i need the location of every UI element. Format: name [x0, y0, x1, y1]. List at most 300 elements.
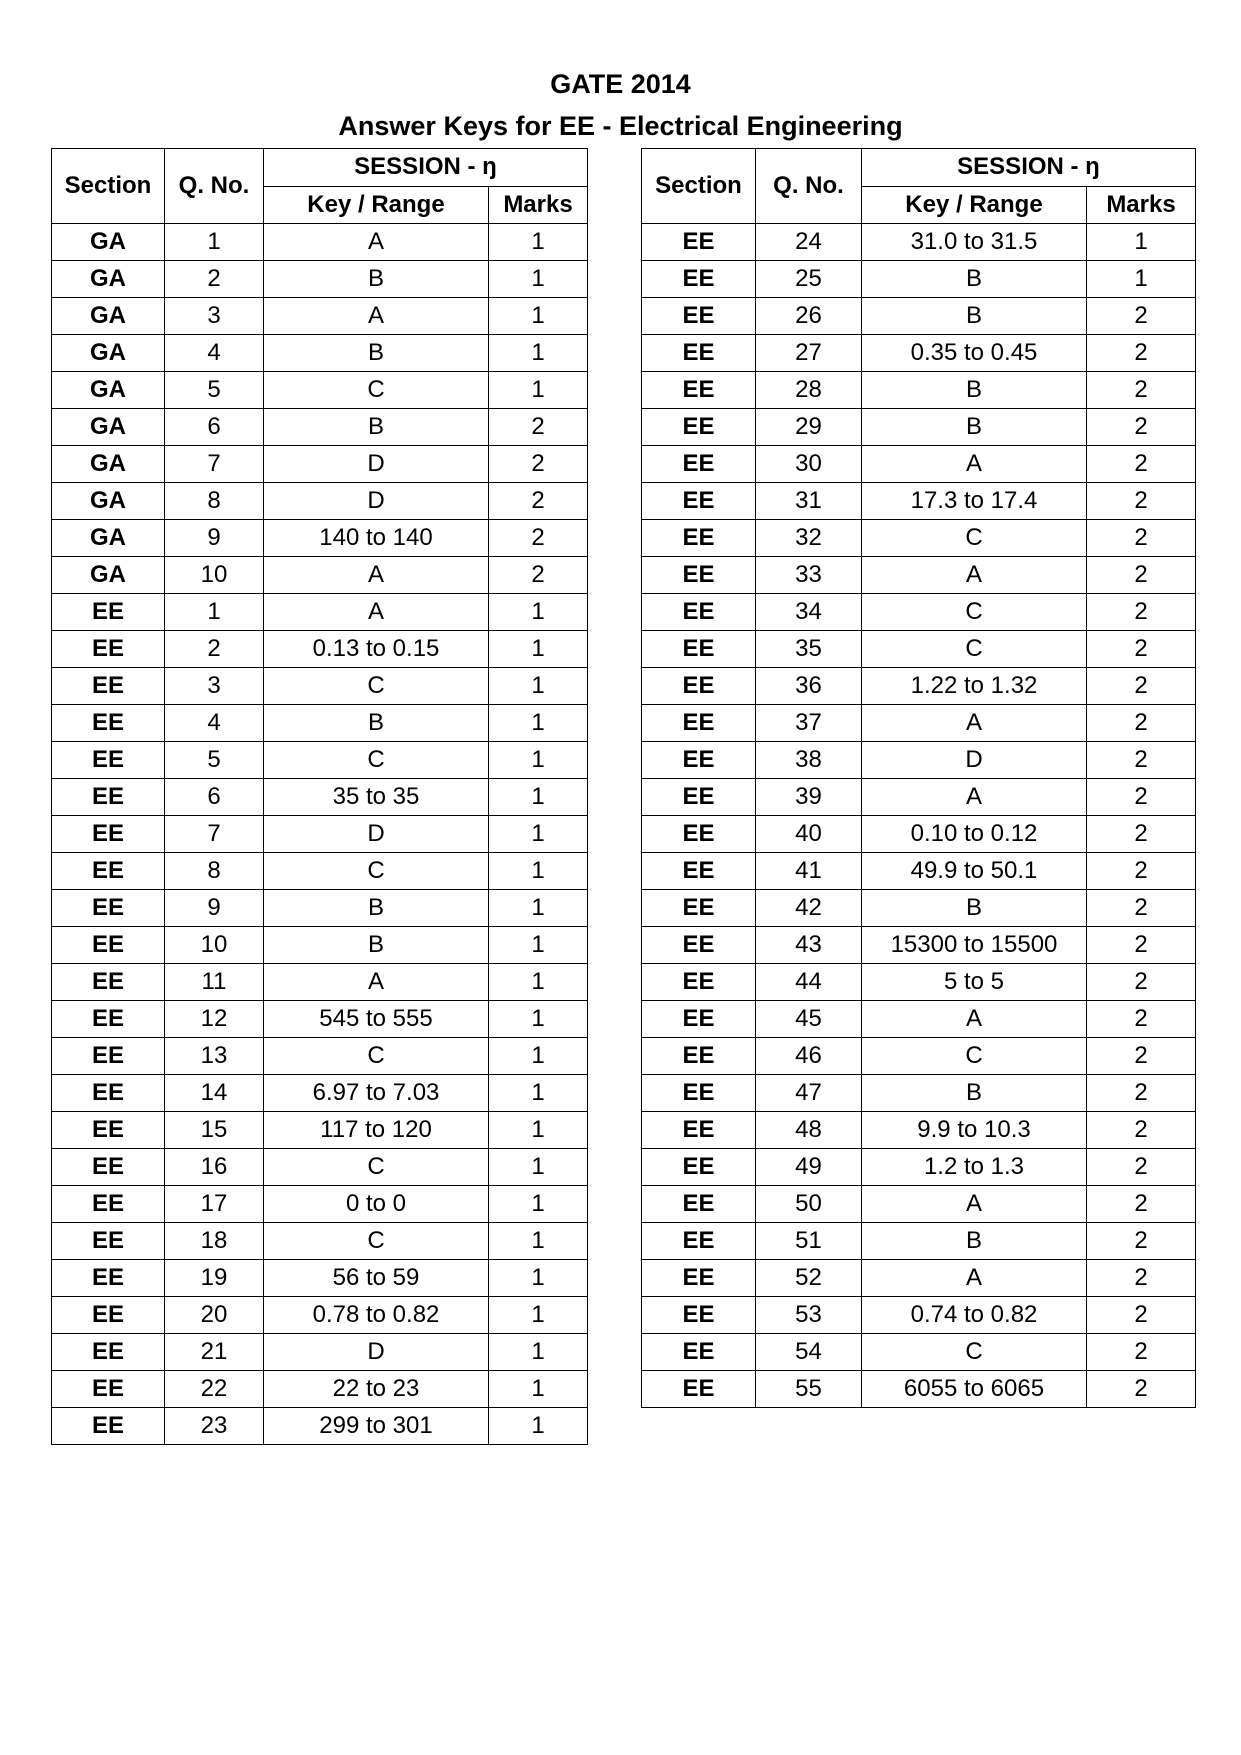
cell-marks: 1 — [489, 631, 588, 668]
cell-section: EE — [642, 1297, 756, 1334]
cell-section: EE — [52, 779, 165, 816]
cell-qno: 24 — [756, 224, 862, 261]
cell-section: EE — [642, 1149, 756, 1186]
cell-qno: 53 — [756, 1297, 862, 1334]
table-row — [642, 1075, 1196, 1112]
cell-section: GA — [52, 520, 165, 557]
table-row — [642, 853, 1196, 890]
cell-key-range: 15300 to 15500 — [862, 927, 1087, 964]
cell-qno: 8 — [165, 483, 264, 520]
cell-qno: 15 — [165, 1112, 264, 1149]
cell-section: EE — [642, 816, 756, 853]
table-row — [52, 557, 588, 594]
cell-section: EE — [642, 779, 756, 816]
cell-marks: 2 — [1087, 1038, 1196, 1075]
cell-qno: 11 — [165, 964, 264, 1001]
table-row — [642, 1334, 1196, 1371]
table-row — [52, 594, 588, 631]
table-row — [642, 1038, 1196, 1075]
table-row — [642, 816, 1196, 853]
page-title: GATE 2014 — [550, 69, 691, 99]
cell-marks: 1 — [489, 335, 588, 372]
cell-section: EE — [52, 705, 165, 742]
table-row — [642, 1297, 1196, 1334]
table-row — [52, 631, 588, 668]
table-row — [52, 1112, 588, 1149]
table-row — [52, 261, 588, 298]
cell-marks: 1 — [489, 927, 588, 964]
cell-qno: 49 — [756, 1149, 862, 1186]
cell-marks: 1 — [489, 1112, 588, 1149]
cell-section: EE — [642, 668, 756, 705]
cell-qno: 36 — [756, 668, 862, 705]
cell-section: EE — [642, 1075, 756, 1112]
table-row — [52, 779, 588, 816]
cell-marks: 1 — [489, 372, 588, 409]
cell-marks: 2 — [1087, 705, 1196, 742]
cell-section: EE — [642, 483, 756, 520]
header-key-range: Key / Range — [862, 186, 1087, 224]
cell-marks: 2 — [1087, 1297, 1196, 1334]
cell-qno: 47 — [756, 1075, 862, 1112]
table-body-left — [52, 224, 588, 1445]
cell-key-range: B — [264, 705, 489, 742]
table-row — [642, 668, 1196, 705]
cell-qno: 43 — [756, 927, 862, 964]
cell-section: GA — [52, 483, 165, 520]
cell-key-range: A — [862, 779, 1087, 816]
table-row — [642, 446, 1196, 483]
cell-key-range: 0.78 to 0.82 — [264, 1297, 489, 1334]
cell-key-range: 0.13 to 0.15 — [264, 631, 489, 668]
cell-section: GA — [52, 446, 165, 483]
cell-key-range: A — [862, 1186, 1087, 1223]
cell-key-range: D — [264, 1334, 489, 1371]
table-row — [52, 1260, 588, 1297]
cell-qno: 54 — [756, 1334, 862, 1371]
cell-key-range: 49.9 to 50.1 — [862, 853, 1087, 890]
cell-qno: 46 — [756, 1038, 862, 1075]
cell-section: EE — [52, 1149, 165, 1186]
cell-section: EE — [52, 890, 165, 927]
cell-key-range: 1.22 to 1.32 — [862, 668, 1087, 705]
cell-qno: 52 — [756, 1260, 862, 1297]
table-row — [642, 520, 1196, 557]
cell-marks: 1 — [489, 1260, 588, 1297]
cell-marks: 2 — [1087, 742, 1196, 779]
cell-qno: 35 — [756, 631, 862, 668]
cell-section: EE — [52, 1334, 165, 1371]
header-key-range: Key / Range — [264, 186, 489, 224]
cell-section: GA — [52, 557, 165, 594]
cell-qno: 1 — [165, 224, 264, 261]
cell-key-range: 299 to 301 — [264, 1408, 489, 1445]
cell-key-range: 6055 to 6065 — [862, 1371, 1087, 1408]
cell-qno: 10 — [165, 557, 264, 594]
cell-section: EE — [642, 298, 756, 335]
table-row — [642, 261, 1196, 298]
table-row — [52, 483, 588, 520]
table-row — [52, 964, 588, 1001]
cell-marks: 1 — [489, 1334, 588, 1371]
cell-section: GA — [52, 335, 165, 372]
cell-section: EE — [642, 1001, 756, 1038]
cell-qno: 30 — [756, 446, 862, 483]
cell-key-range: C — [264, 1038, 489, 1075]
table-row — [52, 853, 588, 890]
cell-marks: 2 — [1087, 446, 1196, 483]
cell-qno: 21 — [165, 1334, 264, 1371]
cell-section: GA — [52, 261, 165, 298]
cell-marks: 1 — [1087, 224, 1196, 261]
cell-key-range: B — [264, 335, 489, 372]
table-row — [642, 927, 1196, 964]
table-row — [642, 742, 1196, 779]
cell-qno: 41 — [756, 853, 862, 890]
cell-key-range: B — [862, 890, 1087, 927]
cell-key-range: C — [264, 668, 489, 705]
cell-qno: 19 — [165, 1260, 264, 1297]
cell-marks: 2 — [1087, 1371, 1196, 1408]
cell-marks: 1 — [489, 261, 588, 298]
cell-marks: 1 — [489, 668, 588, 705]
cell-key-range: 1.2 to 1.3 — [862, 1149, 1087, 1186]
header-session: SESSION - ŋ — [264, 149, 588, 187]
table-body-right — [642, 224, 1196, 1408]
header-marks: Marks — [489, 186, 588, 224]
cell-section: EE — [642, 927, 756, 964]
table-row — [642, 964, 1196, 1001]
cell-section: EE — [642, 446, 756, 483]
cell-section: EE — [52, 1408, 165, 1445]
table-row — [52, 298, 588, 335]
cell-marks: 1 — [489, 705, 588, 742]
table-row — [52, 1001, 588, 1038]
cell-marks: 1 — [489, 1408, 588, 1445]
cell-key-range: 0.10 to 0.12 — [862, 816, 1087, 853]
cell-marks: 1 — [489, 298, 588, 335]
table-row — [52, 668, 588, 705]
cell-key-range: C — [862, 1038, 1087, 1075]
header-qno: Q. No. — [756, 149, 862, 224]
cell-key-range: 9.9 to 10.3 — [862, 1112, 1087, 1149]
cell-key-range: 35 to 35 — [264, 779, 489, 816]
table-row — [642, 372, 1196, 409]
cell-section: EE — [642, 853, 756, 890]
cell-marks: 2 — [1087, 1075, 1196, 1112]
table-row — [52, 705, 588, 742]
cell-key-range: B — [264, 927, 489, 964]
cell-marks: 1 — [489, 779, 588, 816]
cell-section: EE — [642, 335, 756, 372]
cell-qno: 7 — [165, 816, 264, 853]
cell-marks: 1 — [489, 964, 588, 1001]
cell-marks: 1 — [489, 853, 588, 890]
cell-section: EE — [52, 1075, 165, 1112]
cell-marks: 2 — [1087, 335, 1196, 372]
cell-section: EE — [642, 594, 756, 631]
cell-key-range: D — [264, 446, 489, 483]
table-row — [52, 409, 588, 446]
cell-qno: 13 — [165, 1038, 264, 1075]
cell-marks: 2 — [1087, 409, 1196, 446]
table-row — [52, 1223, 588, 1260]
cell-key-range: B — [862, 1075, 1087, 1112]
cell-key-range: C — [264, 853, 489, 890]
table-row — [642, 224, 1196, 261]
cell-qno: 34 — [756, 594, 862, 631]
table-row — [52, 372, 588, 409]
cell-marks: 1 — [489, 1001, 588, 1038]
cell-qno: 10 — [165, 927, 264, 964]
cell-key-range: 117 to 120 — [264, 1112, 489, 1149]
cell-marks: 2 — [1087, 964, 1196, 1001]
cell-marks: 2 — [1087, 853, 1196, 890]
cell-marks: 2 — [1087, 1186, 1196, 1223]
cell-marks: 2 — [1087, 1001, 1196, 1038]
table-row — [642, 779, 1196, 816]
cell-marks: 1 — [489, 890, 588, 927]
cell-qno: 12 — [165, 1001, 264, 1038]
table-row — [642, 705, 1196, 742]
cell-qno: 48 — [756, 1112, 862, 1149]
table-row — [642, 631, 1196, 668]
cell-key-range: B — [862, 1223, 1087, 1260]
cell-key-range: C — [264, 372, 489, 409]
header-section: Section — [642, 149, 756, 224]
cell-qno: 6 — [165, 779, 264, 816]
cell-section: EE — [642, 631, 756, 668]
cell-section: EE — [52, 742, 165, 779]
cell-marks: 1 — [489, 1371, 588, 1408]
cell-key-range: B — [862, 298, 1087, 335]
cell-section: EE — [52, 1223, 165, 1260]
cell-key-range: C — [862, 520, 1087, 557]
cell-qno: 2 — [165, 261, 264, 298]
table-row — [642, 1149, 1196, 1186]
cell-marks: 2 — [1087, 668, 1196, 705]
page-subtitle: Answer Keys for EE - Electrical Engineering — [338, 111, 903, 141]
cell-qno: 31 — [756, 483, 862, 520]
cell-marks: 2 — [1087, 298, 1196, 335]
header-marks: Marks — [1087, 186, 1196, 224]
cell-qno: 38 — [756, 742, 862, 779]
cell-key-range: 0.35 to 0.45 — [862, 335, 1087, 372]
cell-qno: 37 — [756, 705, 862, 742]
cell-marks: 1 — [489, 1223, 588, 1260]
table-row — [642, 890, 1196, 927]
cell-qno: 3 — [165, 668, 264, 705]
cell-marks: 1 — [489, 742, 588, 779]
cell-qno: 16 — [165, 1149, 264, 1186]
cell-section: EE — [642, 372, 756, 409]
cell-section: EE — [52, 816, 165, 853]
cell-section: EE — [642, 742, 756, 779]
cell-section: EE — [52, 1001, 165, 1038]
cell-key-range: A — [264, 557, 489, 594]
cell-qno: 23 — [165, 1408, 264, 1445]
cell-marks: 1 — [489, 1297, 588, 1334]
table-row — [642, 483, 1196, 520]
cell-qno: 44 — [756, 964, 862, 1001]
cell-qno: 4 — [165, 335, 264, 372]
cell-key-range: 140 to 140 — [264, 520, 489, 557]
answer-key-table-left — [51, 148, 588, 1445]
cell-qno: 6 — [165, 409, 264, 446]
table-row — [642, 409, 1196, 446]
cell-qno: 39 — [756, 779, 862, 816]
cell-section: EE — [52, 1371, 165, 1408]
answer-key-table-right — [641, 148, 1196, 1408]
cell-qno: 1 — [165, 594, 264, 631]
cell-qno: 4 — [165, 705, 264, 742]
cell-marks: 1 — [489, 224, 588, 261]
cell-key-range: A — [264, 224, 489, 261]
cell-marks: 2 — [1087, 483, 1196, 520]
cell-key-range: D — [264, 483, 489, 520]
cell-marks: 1 — [489, 816, 588, 853]
cell-section: EE — [52, 1260, 165, 1297]
cell-marks: 1 — [489, 1149, 588, 1186]
table-row — [52, 1408, 588, 1445]
cell-key-range: 545 to 555 — [264, 1001, 489, 1038]
cell-qno: 9 — [165, 890, 264, 927]
cell-key-range: 0.74 to 0.82 — [862, 1297, 1087, 1334]
cell-qno: 5 — [165, 742, 264, 779]
cell-section: EE — [52, 631, 165, 668]
cell-section: EE — [642, 890, 756, 927]
table-row — [52, 1334, 588, 1371]
table-row — [642, 594, 1196, 631]
table-row — [642, 557, 1196, 594]
cell-key-range: B — [862, 409, 1087, 446]
cell-marks: 2 — [1087, 1149, 1196, 1186]
cell-marks: 2 — [1087, 631, 1196, 668]
cell-marks: 2 — [1087, 816, 1196, 853]
table-row — [642, 1001, 1196, 1038]
cell-section: GA — [52, 224, 165, 261]
table-row — [52, 224, 588, 261]
cell-key-range: 6.97 to 7.03 — [264, 1075, 489, 1112]
cell-key-range: A — [862, 705, 1087, 742]
cell-section: EE — [52, 964, 165, 1001]
cell-qno: 22 — [165, 1371, 264, 1408]
cell-key-range: B — [862, 372, 1087, 409]
cell-key-range: A — [862, 557, 1087, 594]
cell-qno: 18 — [165, 1223, 264, 1260]
cell-qno: 17 — [165, 1186, 264, 1223]
table-row — [52, 446, 588, 483]
cell-section: EE — [642, 1371, 756, 1408]
cell-section: EE — [52, 1038, 165, 1075]
cell-section: EE — [52, 594, 165, 631]
cell-section: EE — [52, 668, 165, 705]
table-row — [52, 927, 588, 964]
cell-section: EE — [642, 1223, 756, 1260]
cell-section: EE — [52, 1112, 165, 1149]
header-section: Section — [52, 149, 165, 224]
cell-qno: 40 — [756, 816, 862, 853]
table-row — [642, 1260, 1196, 1297]
table-row — [52, 890, 588, 927]
cell-qno: 5 — [165, 372, 264, 409]
cell-qno: 33 — [756, 557, 862, 594]
cell-section: EE — [642, 1038, 756, 1075]
cell-section: EE — [642, 1186, 756, 1223]
cell-qno: 2 — [165, 631, 264, 668]
table-row — [642, 1371, 1196, 1408]
cell-section: EE — [642, 520, 756, 557]
cell-key-range: A — [264, 298, 489, 335]
cell-key-range: D — [264, 816, 489, 853]
cell-qno: 28 — [756, 372, 862, 409]
cell-key-range: 22 to 23 — [264, 1371, 489, 1408]
cell-section: EE — [642, 261, 756, 298]
cell-key-range: D — [862, 742, 1087, 779]
table-row — [642, 298, 1196, 335]
cell-key-range: 5 to 5 — [862, 964, 1087, 1001]
cell-section: EE — [642, 964, 756, 1001]
cell-key-range: C — [862, 1334, 1087, 1371]
cell-key-range: C — [862, 631, 1087, 668]
cell-marks: 2 — [489, 557, 588, 594]
cell-key-range: C — [264, 1223, 489, 1260]
cell-marks: 2 — [489, 483, 588, 520]
cell-marks: 2 — [1087, 1334, 1196, 1371]
cell-qno: 32 — [756, 520, 862, 557]
table-row — [52, 520, 588, 557]
table-row — [52, 816, 588, 853]
table-row — [52, 1297, 588, 1334]
cell-marks: 2 — [1087, 1223, 1196, 1260]
cell-marks: 2 — [1087, 557, 1196, 594]
cell-qno: 7 — [165, 446, 264, 483]
table-row — [52, 1371, 588, 1408]
cell-marks: 2 — [1087, 520, 1196, 557]
cell-marks: 1 — [489, 1186, 588, 1223]
table-row — [642, 1112, 1196, 1149]
cell-qno: 45 — [756, 1001, 862, 1038]
cell-qno: 14 — [165, 1075, 264, 1112]
table-row — [52, 1075, 588, 1112]
cell-marks: 1 — [489, 594, 588, 631]
cell-key-range: A — [264, 594, 489, 631]
cell-key-range: A — [862, 1260, 1087, 1297]
cell-marks: 2 — [1087, 1112, 1196, 1149]
cell-qno: 27 — [756, 335, 862, 372]
header-qno: Q. No. — [165, 149, 264, 224]
cell-section: EE — [642, 705, 756, 742]
cell-section: GA — [52, 298, 165, 335]
cell-section: EE — [52, 1297, 165, 1334]
cell-marks: 2 — [1087, 779, 1196, 816]
cell-key-range: 17.3 to 17.4 — [862, 483, 1087, 520]
table-row — [52, 1186, 588, 1223]
cell-section: GA — [52, 372, 165, 409]
cell-section: EE — [642, 1260, 756, 1297]
cell-key-range: C — [862, 594, 1087, 631]
cell-key-range: C — [264, 742, 489, 779]
cell-section: EE — [642, 557, 756, 594]
cell-qno: 3 — [165, 298, 264, 335]
table-row — [642, 1223, 1196, 1260]
cell-key-range: B — [264, 409, 489, 446]
cell-key-range: B — [264, 890, 489, 927]
cell-qno: 26 — [756, 298, 862, 335]
cell-marks: 2 — [1087, 372, 1196, 409]
cell-qno: 42 — [756, 890, 862, 927]
cell-marks: 2 — [1087, 1260, 1196, 1297]
